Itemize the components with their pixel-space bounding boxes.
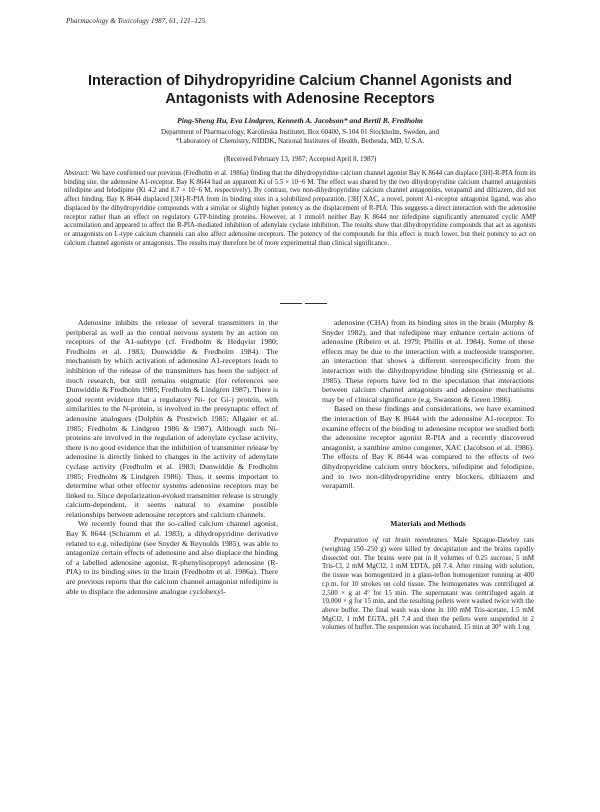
affiliation-line-1: Department of Pharmacology, Karolinska Institutet, Box 60400, S-104 01 Stockholm, Sweden, and [161,128,439,136]
affiliation-line-2: *Laboratory of Chemistry, NIDDK, National Institutes of Health, Bethesda, MD, U.S.A. [175,137,425,145]
section-divider-left [280,303,302,304]
section-divider-right [305,303,327,304]
methods-subheading: Preparation of rat brain membranes. [334,536,449,545]
body-column-left [66,318,278,596]
methods-paragraph [322,536,534,632]
abstract [64,170,536,248]
intro-paragraph-4: Based on these findings and considerations, we have examined the interaction of Bay K 8644 with the adenosine A1-receptor. To examine effects of the binding to adenosine receptor we studied both the adenosine receptor agonist R-PIA and a recently discovered antagonist, a xanthine amino congener, XAC (Jacobson et al. 1986). The effects of Bay K 8644 was compared to the effects of two dihydropyridine calcium entry blockers, nifedipine and felodipine, and to two non-dihydropyridine entry blockers, diltiazem and verapamil. [322,404,534,491]
abstract-label: Abstract: [64,170,90,177]
affiliations [72,128,528,146]
journal-header: Pharmacology & Toxicology 1987, 61, 121–125. [66,17,208,25]
author-list: Ping-Sheng Hu, Eva Lindgren, Kenneth A. Jacobson* and Bertil B. Fredholm [177,116,423,125]
methods-heading: Materials and Methods [390,518,466,528]
abstract-text: We have confirmed our previous (Fredholm et al. 1986a) finding that the dihydropyridine calcium channel agonist Bay K 8644 can displace [3H]-R-PIA from its binding site, the adenosine A1-receptor. Bay K 8644 had an apparent Ki of 5.5 × 10−6 M. The effect was shared by the two dihydropyridine calcium channel antagonists nifedipine and felodipine (Ki 4.2 and 8.7 × 10−6 M, respectively). By contrast, two non-dihydropyridine calcium channel antagonists, verapamil and diltiazem, did not affect binding. Bay K 8644 displaced [3H]-R-PIA from its binding sites in a solubilized preparation. [3H] XAC, a novel, potent A1-receptor antagonist ligand, was also displaced by the dihydropyridine compounds with a similar or slightly higher potency as the displacement of R-PIA. This suggests a direct interaction with the adenosine receptor rather than an effect on regulatory GTP-binding proteins. However, at 1 mmol/l neither Bay K 8644 nor nifedipine significantly attenuated cyclic AMP accumulation and appeared to affect the R-PIA-mediated inhibition of adenylate cyclase inhibition. The results show that dihydropyridine compounds that act as agonists or antagonists on L-type calcium channels can also affect adenosine receptors. The potency of the compounds for this effect is much lower, but their potency to act on calcium channel agonists or antagonists. The results may therefore be of more experimental than clinical significance. [64,170,536,247]
paper-title: Interaction of Dihydropyridine Calcium Channel Agonists and Antagonists with Adenosine Receptors [87,73,513,107]
intro-paragraph-3: adenosine (CHA) from its binding sites in the brain (Murphy & Snyder 1982), and that nifedipine may enhance certain actions of adenosine (Ribeiro et al. 1979; Phillis et al. 1984). Some of these effects may be due to the interaction with a nucleoside transporter, an interaction that shows a different stereospecificity from the interaction with the dihydropyridine binding site (Striessnig et al. 1985). These reports have led to the speculation that interactions between calcium channel antagonists and adenosine mechanisms may be of clinical significance (e.g. Swanson & Green 1986). [322,318,534,404]
received-dates: (Received February 13, 1987; Accepted April 8, 1987) [223,155,377,163]
intro-paragraph-2: We recently found that the so-called calcium channel agonist, Bay K 8644 (Schramm et al. 1983), a dihydropyridine derivative related to e.g. nifedipine (see Snyder & Reynolds 1985), was able to antagonize certain effects of adenosine and also displace the binding of a labelled adenosine agonist, R-phenylisopropyl adenosine (R-PIA) to its binding sites in the brain (Fredholm et al. 1986a). There are previous reports that the calcium channel antagonist nifedipine is able to displace the adenosine analogue cyclohexyl- [66,519,278,596]
body-column-right [322,318,534,632]
methods-text: Male Sprague-Dawley rats (weighing 150–250 g) were killed by decapitation and the brains rapidly dissected out. The brains were put in 8 volumes of 0.25 sucrose, 5 mM Tris-Cl, 2 mM MgCl2, 1 mM EDTA, pH 7.4. After rinsing with solution, the tissue was homogenized in a glass-teflon homogenizer running at 400 r.p.m. for 10 strokes on cold tissue. The homogenates was centrifuged at 2,500 × g at 4° for 15 min. The supernatant was centrifuged again at 10,000 × g for 15 min, and the resulting pellets were washed twice with the above buffer. The final wash was done in 100 mM Tris-acetate, 1.5 mM MgCl2, 1 mM EGTA, pH 7.4 and then the pellets were suspended in 2 volumes of buffer. The suspension was incubated, 15 min at 30° with 1 ng [322,536,534,632]
intro-paragraph-1: Adenosine inhibits the release of several transmitters in the peripheral as well as the central nervous system by an action on receptors of the A1-subtype (cf. Fredholm & Hedqvist 1980; Fredholm et al. 1983; Dunwiddie & Fredholm 1984). The mechanism by which activation of adenosine A1-receptors leads to inhibition of the release of the transmitters has been the subject of much research, but still remains enigmatic (for references see Dunwiddie & Fredholm 1985; Fredholm & Lindgren 1987). There is good recent evidence that a regulatory Ni- (or Gi-) protein, with similarities to the N-protein, is involved in the presynaptic effect of adenosine analogues (Dolphin & Prestwich 1985; Allgaier et al. 1985; Fredholm & Lindgren 1986 & 1987). Although such Ni-proteins are involved in the regulation of adenylate cyclase activity, there is no good evidence that the inhibition of transmitter release by adenosine is directly linked to changes in the activity of adenylate cyclase activity (Fredholm et al. 1983; Dunwiddie & Fredholm 1985; Fredholm & Lindgren 1986). Thus, it seems important to determine what other effector systems adenosine receptors may be linked to. Since depolarization-evoked transmitter release is strongly calcium-dependent, it seems natural to examine possible relationships between adenosine receptors and calcium channels. [66,318,278,519]
